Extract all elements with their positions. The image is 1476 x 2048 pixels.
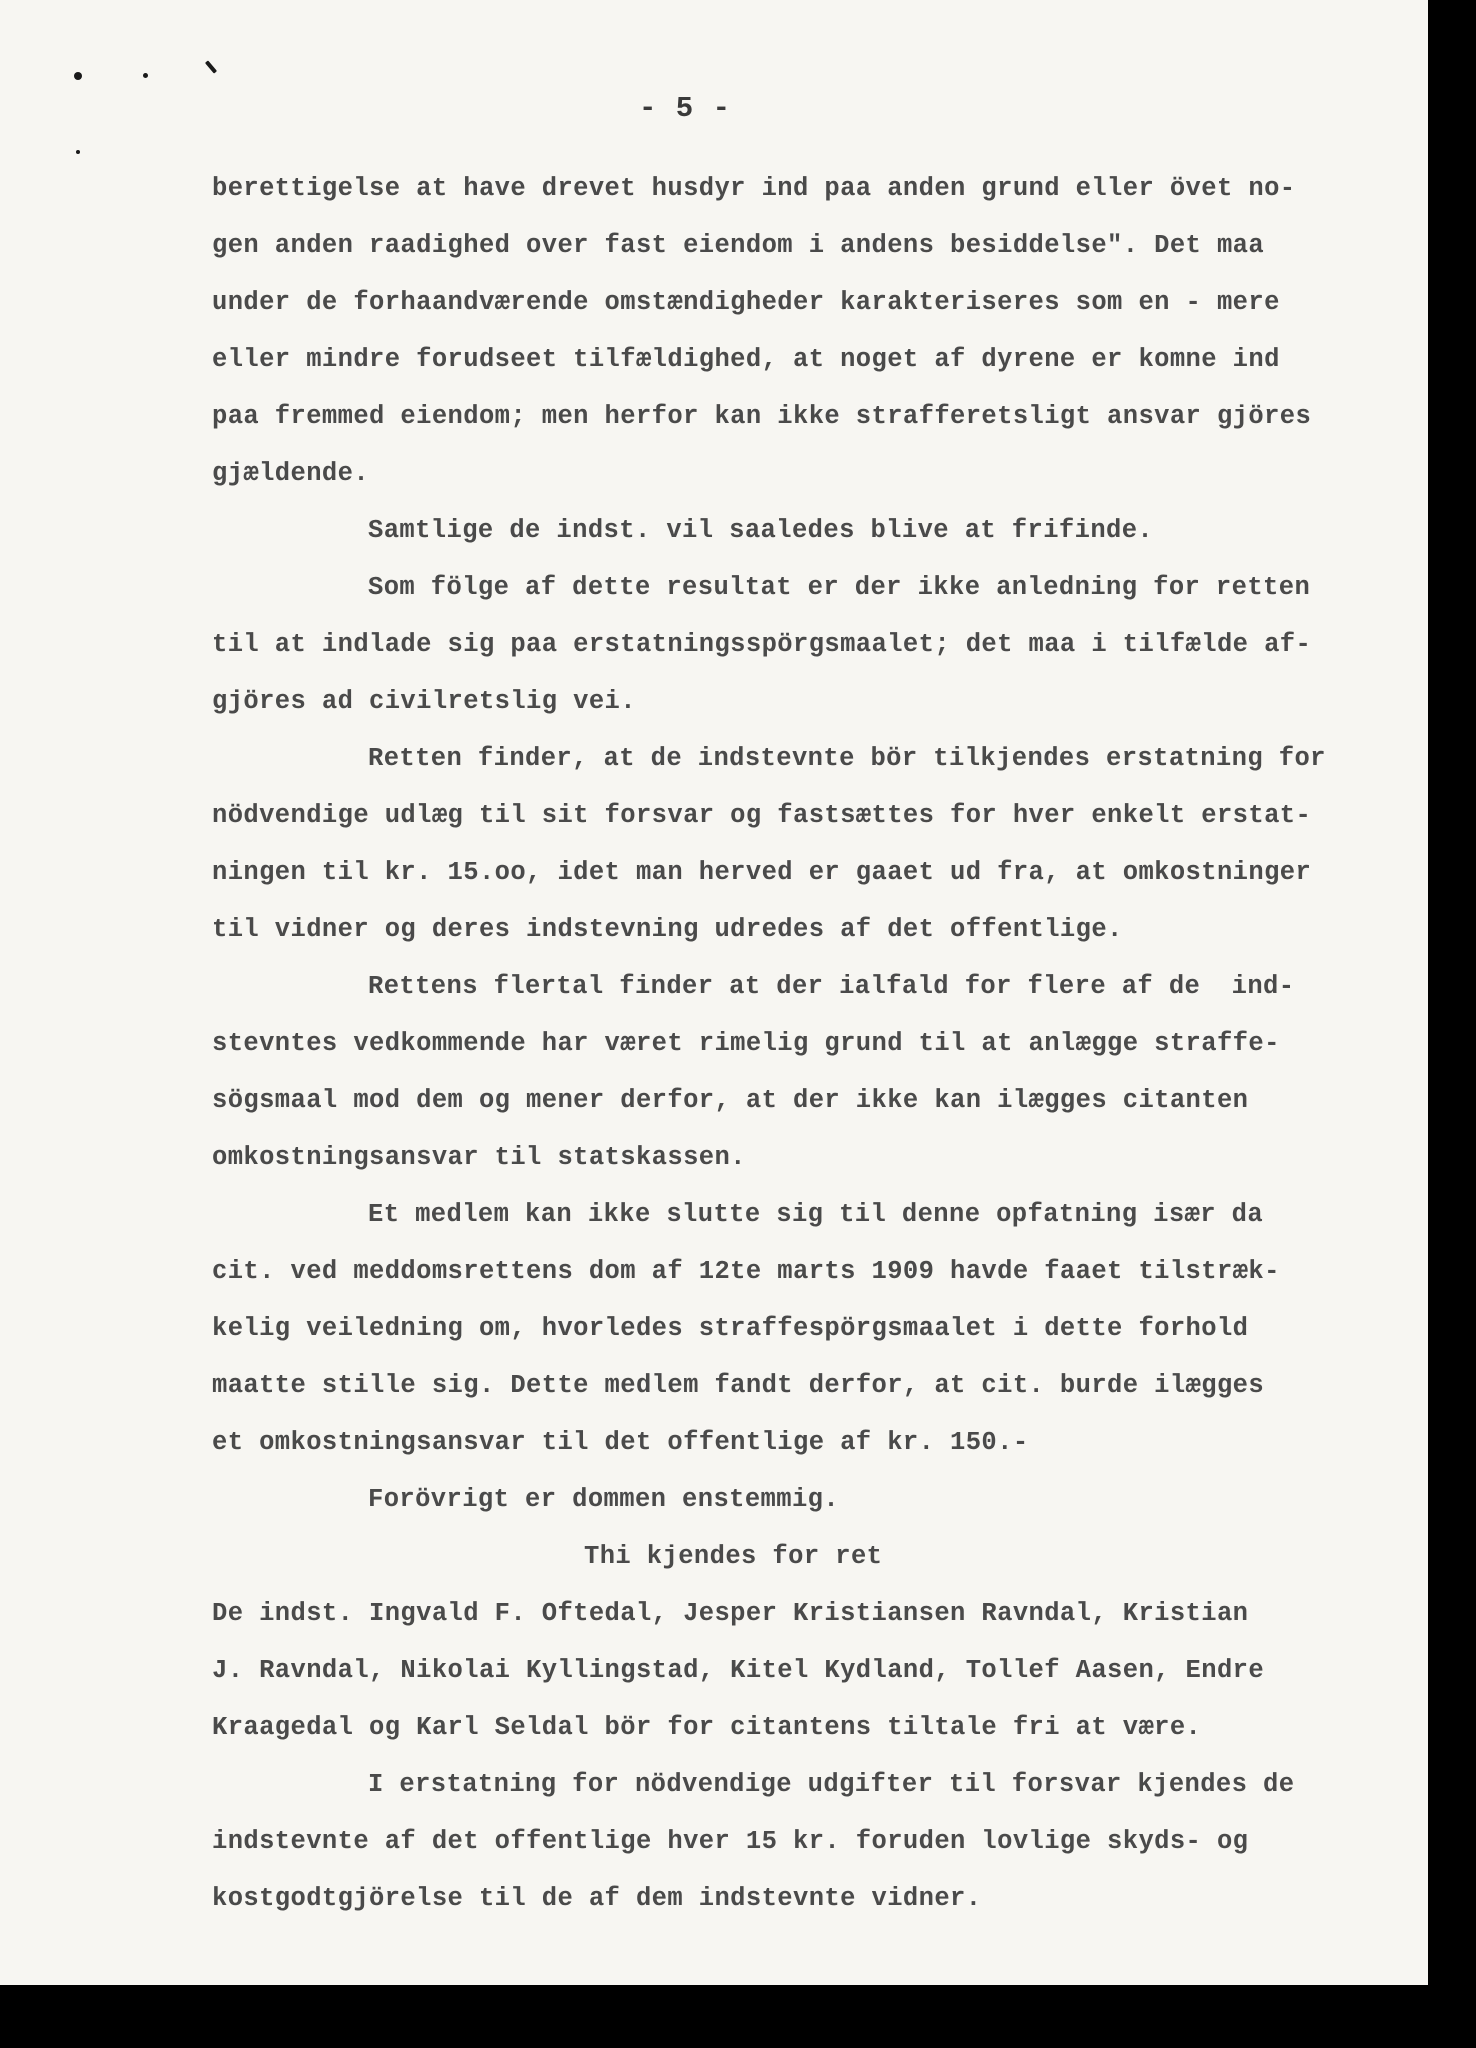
- text-line: Et medlem kan ikke slutte sig til denne opfatning især da: [368, 1200, 1264, 1229]
- text-line: sögsmaal mod dem og mener derfor, at der ikke kan ilægges citanten: [212, 1086, 1249, 1115]
- section-heading: Thi kjendes for ret: [584, 1542, 883, 1571]
- text-line: Kraagedal og Karl Seldal bör for citantens tiltale fri at være.: [212, 1713, 1202, 1742]
- text-line: eller mindre forudseet tilfældighed, at noget af dyrene er komne ind: [212, 345, 1280, 374]
- text-line: til at indlade sig paa erstatningsspörgsmaalet; det maa i tilfælde af-: [212, 630, 1312, 659]
- text-line: stevntes vedkommende har været rimelig grund til at anlægge straffe-: [212, 1029, 1280, 1058]
- text-line: kostgodtgjörelse til de af dem indstevnte vidner.: [212, 1884, 982, 1913]
- text-line: gen anden raadighed over fast eiendom i andens besiddelse". Det maa: [212, 231, 1265, 260]
- text-line: I erstatning for nödvendige udgifter til forsvar kjendes de: [368, 1770, 1295, 1799]
- text-line: Som fölge af dette resultat er der ikke anledning for retten: [368, 573, 1311, 602]
- scan-speck-mark: [76, 150, 80, 154]
- text-line: nödvendige udlæg til sit forsvar og fastsættes for hver enkelt erstat-: [212, 801, 1312, 830]
- text-line: cit. ved meddomsrettens dom af 12te marts 1909 havde faaet tilstræk-: [212, 1257, 1280, 1286]
- text-line: gjældende.: [212, 459, 370, 488]
- text-line: til vidner og deres indstevning udredes af det offentlige.: [212, 915, 1123, 944]
- text-line: Samtlige de indst. vil saaledes blive at frifinde.: [368, 516, 1154, 545]
- text-line: paa fremmed eiendom; men herfor kan ikke strafferetsligt ansvar gjöres: [212, 402, 1312, 431]
- text-line: kelig veiledning om, hvorledes straffespörgsmaalet i dette forhold: [212, 1314, 1249, 1343]
- text-line: J. Ravndal, Nikolai Kyllingstad, Kitel Kydland, Tollef Aasen, Endre: [212, 1656, 1265, 1685]
- text-line: under de forhaandværende omstændigheder karakteriseres som en - mere: [212, 288, 1280, 317]
- text-line: berettigelse at have drevet husdyr ind paa anden grund eller övet no-: [212, 174, 1296, 203]
- text-line: ningen til kr. 15.oo, idet man herved er gaaet ud fra, at omkostninger: [212, 858, 1312, 887]
- text-line: Forövrigt er dommen enstemmig.: [368, 1485, 840, 1514]
- text-line: De indst. Ingvald F. Oftedal, Jesper Kristiansen Ravndal, Kristian: [212, 1599, 1249, 1628]
- text-line: et omkostningsansvar til det offentlige af kr. 150.-: [212, 1428, 1029, 1457]
- page-number: - 5 -: [638, 92, 731, 125]
- scan-tick-mark: [205, 60, 217, 73]
- text-line: omkostningsansvar til statskassen.: [212, 1143, 746, 1172]
- text-line: Rettens flertal finder at der ialfald for flere af de ind-: [368, 972, 1295, 1001]
- scan-speck-mark: [74, 72, 82, 80]
- text-line: maatte stille sig. Dette medlem fandt derfor, at cit. burde ilægges: [212, 1371, 1265, 1400]
- scan-speck-mark: [143, 73, 148, 78]
- text-line: gjöres ad civilretslig vei.: [212, 687, 636, 716]
- body-text: [212, 160, 1402, 1927]
- text-line: Retten finder, at de indstevnte bör tilkjendes erstatning for: [368, 744, 1326, 773]
- text-line: indstevnte af det offentlige hver 15 kr. foruden lovlige skyds- og: [212, 1827, 1249, 1856]
